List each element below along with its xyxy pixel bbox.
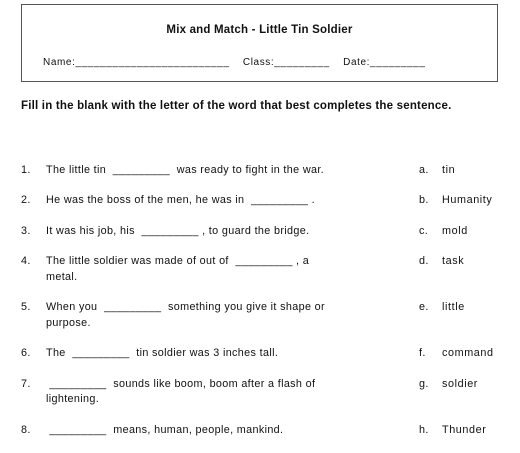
- answer-letter: f.: [419, 347, 426, 359]
- question-number: 3.: [21, 225, 31, 237]
- answer-word: task: [442, 255, 465, 267]
- question-text: _________ means, human, people, mankind.: [46, 424, 284, 436]
- question-text: He was the boss of the men, he was in _________ .: [46, 194, 315, 206]
- question-number: 6.: [21, 347, 31, 359]
- question-number: 4.: [21, 255, 31, 267]
- question-text: The _________ tin soldier was 3 inches tall.: [46, 347, 279, 359]
- question-text: The little soldier was made of out of _________ , a: [46, 255, 310, 267]
- answer-word: little: [442, 301, 465, 313]
- answer-word: Thunder: [442, 424, 487, 436]
- answer-letter: c.: [419, 225, 429, 237]
- answer-letter: e.: [419, 301, 429, 313]
- student-info-fields: [43, 57, 435, 68]
- answer-word: soldier: [442, 378, 479, 390]
- question-text: It was his job, his _________ , to guard the bridge.: [46, 225, 310, 237]
- question-number: 2.: [21, 194, 31, 206]
- date-field: Date:_________: [343, 57, 426, 68]
- answer-word: mold: [442, 225, 468, 237]
- worksheet-title: Mix and Match - Little Tin Soldier: [166, 24, 353, 36]
- answer-word: Humanity: [442, 194, 493, 206]
- question-text-continued: purpose.: [46, 317, 91, 329]
- class-field: Class:_________: [242, 57, 330, 68]
- question-text-continued: lightening.: [46, 393, 100, 405]
- answer-word: tin: [442, 164, 456, 176]
- answer-word: command: [442, 347, 494, 359]
- question-number: 7.: [21, 378, 31, 390]
- answer-letter: d.: [419, 255, 429, 267]
- answer-letter: a.: [419, 164, 429, 176]
- answer-letter: h.: [419, 424, 429, 436]
- instructions: Fill in the blank with the letter of the word that best completes the sentence.: [21, 100, 452, 112]
- question-text: _________ sounds like boom, boom after a flash of: [46, 378, 316, 390]
- question-text: When you _________ something you give it shape or: [46, 301, 325, 313]
- question-number: 8.: [21, 424, 31, 436]
- answer-letter: b.: [419, 194, 429, 206]
- question-number: 5.: [21, 301, 31, 313]
- question-text-continued: metal.: [46, 271, 78, 283]
- answer-letter: g.: [419, 378, 429, 390]
- name-field: Name:_________________________: [43, 57, 230, 68]
- question-text: The little tin _________ was ready to fight in the war.: [46, 164, 325, 176]
- question-number: 1.: [21, 164, 31, 176]
- worksheet-header: [21, 4, 498, 82]
